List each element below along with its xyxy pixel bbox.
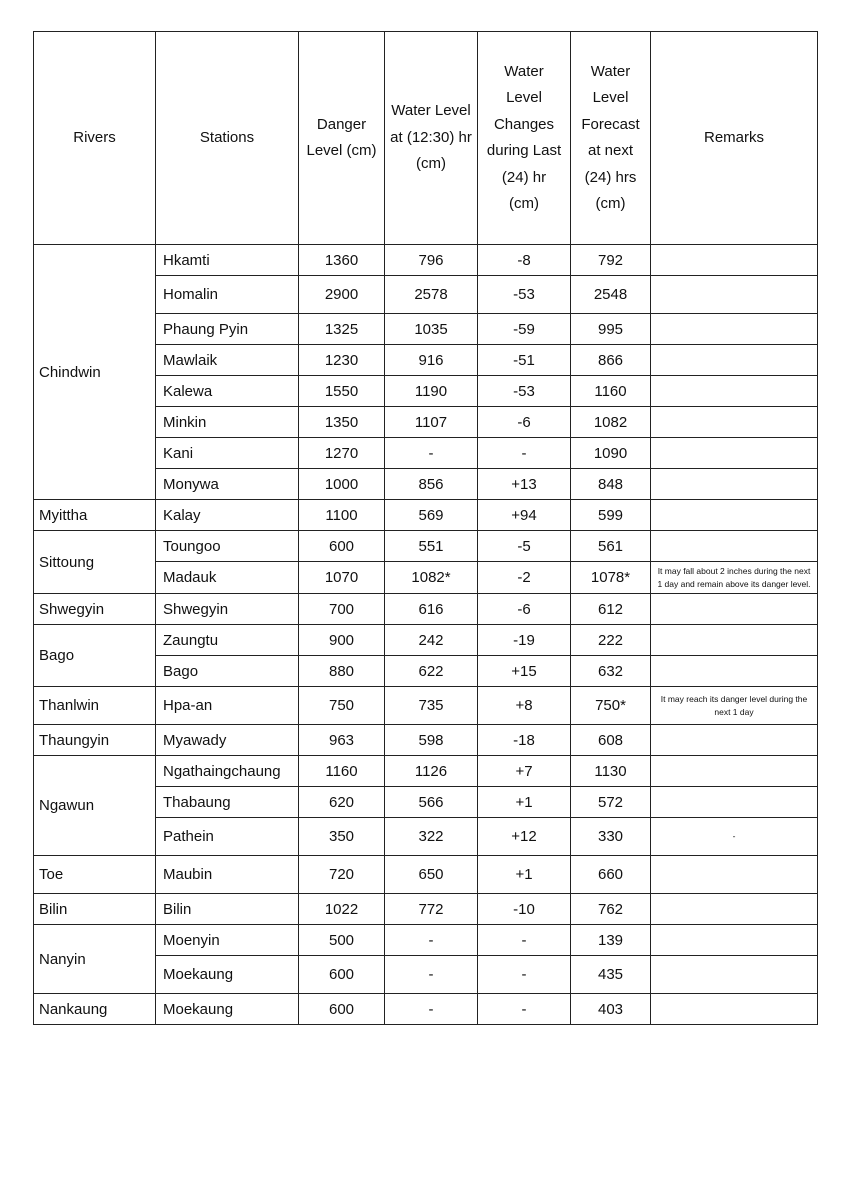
danger-level-cell: 2900 <box>299 276 385 314</box>
river-cell: Bago <box>34 625 156 687</box>
header-stations: Stations <box>156 32 299 245</box>
danger-level-cell: 1100 <box>299 500 385 531</box>
river-water-level-table <box>33 31 818 1025</box>
water-level-cell: - <box>385 438 478 469</box>
danger-level-cell: 1550 <box>299 376 385 407</box>
station-cell: Bilin <box>156 894 299 925</box>
river-cell: Ngawun <box>34 756 156 856</box>
water-level-change-cell: -6 <box>478 594 571 625</box>
header-rivers: Rivers <box>34 32 156 245</box>
station-cell: Hkamti <box>156 245 299 276</box>
remarks-cell <box>651 314 818 345</box>
river-cell: Sittoung <box>34 531 156 594</box>
remarks-cell <box>651 531 818 562</box>
water-level-cell: 650 <box>385 856 478 894</box>
forecast-cell: 1078* <box>571 562 651 594</box>
remarks-cell <box>651 500 818 531</box>
header-remarks: Remarks <box>651 32 818 245</box>
remarks-cell <box>651 438 818 469</box>
water-level-change-cell: +12 <box>478 818 571 856</box>
station-cell: Kalewa <box>156 376 299 407</box>
table-row <box>34 725 818 756</box>
forecast-cell: 1082 <box>571 407 651 438</box>
remarks-cell <box>651 407 818 438</box>
river-cell: Myittha <box>34 500 156 531</box>
station-cell: Madauk <box>156 562 299 594</box>
remarks-cell <box>651 894 818 925</box>
forecast-cell: 632 <box>571 656 651 687</box>
water-level-cell: 1190 <box>385 376 478 407</box>
table-row <box>34 856 818 894</box>
forecast-cell: 222 <box>571 625 651 656</box>
forecast-cell: 848 <box>571 469 651 500</box>
remarks-cell <box>651 787 818 818</box>
remarks-cell <box>651 276 818 314</box>
forecast-cell: 1090 <box>571 438 651 469</box>
forecast-cell: 572 <box>571 787 651 818</box>
header-water-level-change: Water Level Changes during Last (24) hr (cm) <box>478 32 571 245</box>
water-level-cell: 735 <box>385 687 478 725</box>
remarks-cell <box>651 245 818 276</box>
water-level-cell: 569 <box>385 500 478 531</box>
forecast-cell: 762 <box>571 894 651 925</box>
forecast-cell: 435 <box>571 956 651 994</box>
forecast-cell: 660 <box>571 856 651 894</box>
water-level-change-cell: -53 <box>478 376 571 407</box>
danger-level-cell: 1325 <box>299 314 385 345</box>
remarks-cell <box>651 956 818 994</box>
forecast-cell: 561 <box>571 531 651 562</box>
river-cell: Toe <box>34 856 156 894</box>
water-level-cell: 1126 <box>385 756 478 787</box>
river-cell: Thanlwin <box>34 687 156 725</box>
table-row <box>34 894 818 925</box>
water-level-change-cell: -59 <box>478 314 571 345</box>
water-level-cell: 796 <box>385 245 478 276</box>
danger-level-cell: 600 <box>299 994 385 1025</box>
remarks-cell <box>651 625 818 656</box>
remarks-cell <box>651 725 818 756</box>
water-level-change-cell: +8 <box>478 687 571 725</box>
water-level-change-cell: - <box>478 956 571 994</box>
water-level-change-cell: +1 <box>478 787 571 818</box>
station-cell: Maubin <box>156 856 299 894</box>
water-level-change-cell: +15 <box>478 656 571 687</box>
water-level-change-cell: - <box>478 925 571 956</box>
station-cell: Thabaung <box>156 787 299 818</box>
remarks-cell: It may fall about 2 inches during the next 1 day and remain above its danger level. <box>651 562 818 594</box>
station-cell: Phaung Pyin <box>156 314 299 345</box>
water-level-change-cell: +13 <box>478 469 571 500</box>
remarks-cell <box>651 925 818 956</box>
river-cell: Bilin <box>34 894 156 925</box>
danger-level-cell: 720 <box>299 856 385 894</box>
table-row <box>34 500 818 531</box>
danger-level-cell: 880 <box>299 656 385 687</box>
table-row <box>34 625 818 656</box>
forecast-cell: 403 <box>571 994 651 1025</box>
danger-level-cell: 600 <box>299 956 385 994</box>
danger-level-cell: 750 <box>299 687 385 725</box>
station-cell: Moekaung <box>156 994 299 1025</box>
water-level-change-cell: -51 <box>478 345 571 376</box>
forecast-cell: 1130 <box>571 756 651 787</box>
water-level-cell: 551 <box>385 531 478 562</box>
forecast-cell: 866 <box>571 345 651 376</box>
danger-level-cell: 600 <box>299 531 385 562</box>
station-cell: Toungoo <box>156 531 299 562</box>
forecast-cell: 792 <box>571 245 651 276</box>
forecast-cell: 1160 <box>571 376 651 407</box>
station-cell: Monywa <box>156 469 299 500</box>
table-row <box>34 531 818 562</box>
table-row <box>34 687 818 725</box>
water-level-change-cell: - <box>478 994 571 1025</box>
table-row <box>34 994 818 1025</box>
water-level-cell: 322 <box>385 818 478 856</box>
danger-level-cell: 500 <box>299 925 385 956</box>
danger-level-cell: 1000 <box>299 469 385 500</box>
forecast-cell: 612 <box>571 594 651 625</box>
water-level-cell: - <box>385 925 478 956</box>
water-level-cell: 616 <box>385 594 478 625</box>
water-level-cell: 856 <box>385 469 478 500</box>
danger-level-cell: 900 <box>299 625 385 656</box>
water-level-change-cell: - <box>478 438 571 469</box>
water-level-change-cell: -10 <box>478 894 571 925</box>
station-cell: Minkin <box>156 407 299 438</box>
danger-level-cell: 1270 <box>299 438 385 469</box>
water-level-cell: 1082* <box>385 562 478 594</box>
header-forecast: Water Level Forecast at next (24) hrs (cm) <box>571 32 651 245</box>
header-danger-level: Danger Level (cm) <box>299 32 385 245</box>
remarks-cell <box>651 856 818 894</box>
danger-level-cell: 1360 <box>299 245 385 276</box>
water-level-change-cell: -5 <box>478 531 571 562</box>
water-level-cell: 2578 <box>385 276 478 314</box>
danger-level-cell: 700 <box>299 594 385 625</box>
station-cell: Pathein <box>156 818 299 856</box>
station-cell: Bago <box>156 656 299 687</box>
forecast-cell: 139 <box>571 925 651 956</box>
remarks-cell <box>651 756 818 787</box>
remarks-cell <box>651 656 818 687</box>
station-cell: Mawlaik <box>156 345 299 376</box>
remarks-cell <box>651 594 818 625</box>
station-cell: Moenyin <box>156 925 299 956</box>
remarks-cell <box>651 994 818 1025</box>
danger-level-cell: 620 <box>299 787 385 818</box>
station-cell: Moekaung <box>156 956 299 994</box>
danger-level-cell: 1350 <box>299 407 385 438</box>
danger-level-cell: 1160 <box>299 756 385 787</box>
river-cell: Thaungyin <box>34 725 156 756</box>
water-level-cell: 598 <box>385 725 478 756</box>
station-cell: Hpa-an <box>156 687 299 725</box>
water-level-cell: 242 <box>385 625 478 656</box>
table-row <box>34 756 818 787</box>
forecast-cell: 608 <box>571 725 651 756</box>
forecast-cell: 599 <box>571 500 651 531</box>
remarks-cell <box>651 345 818 376</box>
water-level-cell: 622 <box>385 656 478 687</box>
header-water-level: Water Level at (12:30) hr (cm) <box>385 32 478 245</box>
water-level-cell: 1107 <box>385 407 478 438</box>
header-row <box>34 32 818 245</box>
forecast-cell: 995 <box>571 314 651 345</box>
river-cell: Nankaung <box>34 994 156 1025</box>
water-level-change-cell: +1 <box>478 856 571 894</box>
water-level-cell: - <box>385 956 478 994</box>
danger-level-cell: 1230 <box>299 345 385 376</box>
river-cell: Chindwin <box>34 245 156 500</box>
water-level-change-cell: -18 <box>478 725 571 756</box>
remarks-cell: - <box>651 818 818 856</box>
station-cell: Homalin <box>156 276 299 314</box>
forecast-cell: 2548 <box>571 276 651 314</box>
station-cell: Zaungtu <box>156 625 299 656</box>
water-level-change-cell: -19 <box>478 625 571 656</box>
danger-level-cell: 1022 <box>299 894 385 925</box>
water-level-cell: 916 <box>385 345 478 376</box>
forecast-cell: 750* <box>571 687 651 725</box>
water-level-change-cell: -8 <box>478 245 571 276</box>
water-level-change-cell: -53 <box>478 276 571 314</box>
table-body <box>34 245 818 1025</box>
station-cell: Kalay <box>156 500 299 531</box>
remarks-cell: It may reach its danger level during the next 1 day <box>651 687 818 725</box>
table-row <box>34 594 818 625</box>
forecast-cell: 330 <box>571 818 651 856</box>
table-row <box>34 925 818 956</box>
water-level-cell: 566 <box>385 787 478 818</box>
water-level-change-cell: -2 <box>478 562 571 594</box>
danger-level-cell: 350 <box>299 818 385 856</box>
station-cell: Ngathaingchaung <box>156 756 299 787</box>
river-cell: Shwegyin <box>34 594 156 625</box>
water-level-cell: - <box>385 994 478 1025</box>
station-cell: Kani <box>156 438 299 469</box>
water-level-change-cell: +7 <box>478 756 571 787</box>
danger-level-cell: 963 <box>299 725 385 756</box>
water-level-cell: 772 <box>385 894 478 925</box>
remarks-cell <box>651 469 818 500</box>
station-cell: Myawady <box>156 725 299 756</box>
table-row <box>34 245 818 276</box>
water-level-change-cell: +94 <box>478 500 571 531</box>
station-cell: Shwegyin <box>156 594 299 625</box>
danger-level-cell: 1070 <box>299 562 385 594</box>
river-cell: Nanyin <box>34 925 156 994</box>
water-level-change-cell: -6 <box>478 407 571 438</box>
water-level-cell: 1035 <box>385 314 478 345</box>
remarks-cell <box>651 376 818 407</box>
